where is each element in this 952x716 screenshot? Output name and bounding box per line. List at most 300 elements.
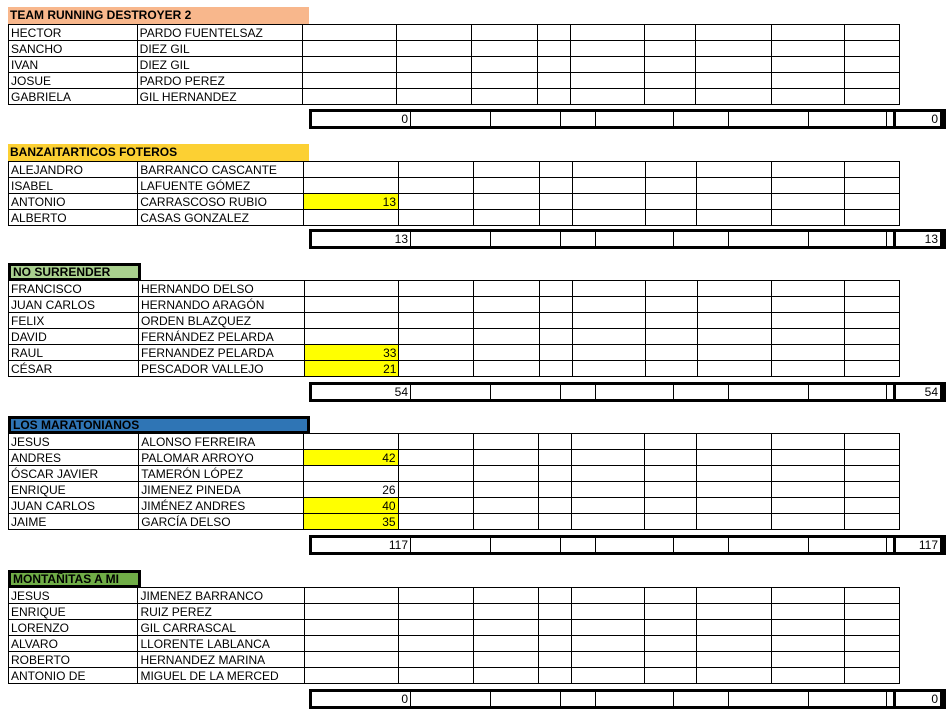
empty-cell[interactable] bbox=[474, 329, 540, 345]
empty-cell[interactable] bbox=[474, 297, 540, 313]
empty-cell[interactable] bbox=[845, 313, 899, 329]
last-name-cell[interactable]: PALOMAR ARROYO bbox=[139, 450, 304, 466]
empty-cell[interactable] bbox=[772, 588, 845, 604]
empty-cell[interactable] bbox=[645, 434, 697, 450]
last-name-cell[interactable]: FERNÁNDEZ PELARDA bbox=[139, 329, 305, 345]
empty-cell[interactable] bbox=[473, 604, 539, 620]
last-name-cell[interactable]: GIL HERNANDEZ bbox=[137, 89, 302, 105]
empty-cell[interactable] bbox=[473, 178, 539, 194]
empty-total-cell[interactable] bbox=[411, 537, 491, 554]
empty-total-cell[interactable] bbox=[729, 691, 809, 708]
empty-cell[interactable] bbox=[473, 434, 539, 450]
empty-cell[interactable] bbox=[572, 178, 645, 194]
empty-cell[interactable] bbox=[571, 89, 644, 105]
empty-cell[interactable] bbox=[397, 57, 472, 73]
score-cell[interactable] bbox=[304, 588, 398, 604]
score-cell[interactable] bbox=[303, 25, 397, 41]
empty-cell[interactable] bbox=[472, 25, 538, 41]
empty-cell[interactable] bbox=[845, 604, 899, 620]
first-name-cell[interactable]: ALBERTO bbox=[9, 210, 138, 226]
first-name-cell[interactable]: RAUL bbox=[9, 345, 139, 361]
empty-cell[interactable] bbox=[772, 210, 845, 226]
empty-total-cell[interactable] bbox=[491, 111, 561, 128]
empty-cell[interactable] bbox=[645, 482, 697, 498]
first-name-cell[interactable]: ROBERTO bbox=[9, 652, 138, 668]
first-name-cell[interactable]: JESUS bbox=[9, 434, 139, 450]
empty-cell[interactable] bbox=[474, 313, 540, 329]
empty-cell[interactable] bbox=[473, 652, 539, 668]
empty-cell[interactable] bbox=[697, 514, 772, 530]
empty-total-cell[interactable] bbox=[596, 231, 674, 248]
score-cell[interactable] bbox=[303, 57, 397, 73]
empty-cell[interactable] bbox=[645, 604, 697, 620]
empty-cell[interactable] bbox=[645, 652, 697, 668]
empty-cell[interactable] bbox=[772, 434, 845, 450]
empty-cell[interactable] bbox=[845, 178, 899, 194]
empty-cell[interactable] bbox=[697, 668, 772, 684]
empty-cell[interactable] bbox=[398, 482, 473, 498]
empty-total-cell[interactable] bbox=[561, 111, 596, 128]
first-name-cell[interactable]: GABRIELA bbox=[9, 89, 138, 105]
empty-cell[interactable] bbox=[572, 668, 645, 684]
empty-cell[interactable] bbox=[772, 281, 845, 297]
empty-cell[interactable] bbox=[697, 604, 772, 620]
empty-cell[interactable] bbox=[772, 514, 845, 530]
empty-cell[interactable] bbox=[899, 450, 952, 466]
empty-cell[interactable] bbox=[845, 636, 899, 652]
last-name-cell[interactable]: PARDO FUENTELSAZ bbox=[137, 25, 302, 41]
empty-cell[interactable] bbox=[697, 194, 772, 210]
first-name-cell[interactable]: ANDRES bbox=[9, 450, 139, 466]
empty-cell[interactable] bbox=[399, 178, 474, 194]
first-name-cell[interactable]: JUAN CARLOS bbox=[9, 297, 139, 313]
empty-cell[interactable] bbox=[899, 41, 952, 57]
empty-total-cell[interactable] bbox=[561, 537, 596, 554]
empty-total-cell[interactable] bbox=[596, 111, 674, 128]
empty-cell[interactable] bbox=[845, 281, 899, 297]
empty-cell[interactable] bbox=[899, 514, 952, 530]
empty-cell[interactable] bbox=[772, 450, 845, 466]
empty-cell[interactable] bbox=[771, 41, 844, 57]
empty-cell[interactable] bbox=[697, 434, 772, 450]
first-name-cell[interactable]: ENRIQUE bbox=[9, 482, 139, 498]
empty-cell[interactable] bbox=[572, 514, 645, 530]
empty-cell[interactable] bbox=[645, 210, 697, 226]
empty-cell[interactable] bbox=[572, 194, 645, 210]
empty-cell[interactable] bbox=[899, 466, 952, 482]
score-cell[interactable] bbox=[304, 668, 398, 684]
empty-cell[interactable] bbox=[539, 450, 572, 466]
empty-cell[interactable] bbox=[899, 498, 952, 514]
empty-cell[interactable] bbox=[572, 313, 645, 329]
grand-total[interactable]: 13 bbox=[895, 231, 942, 248]
empty-cell[interactable] bbox=[845, 25, 900, 41]
empty-cell[interactable] bbox=[538, 41, 571, 57]
score-cell[interactable] bbox=[304, 434, 399, 450]
empty-cell[interactable] bbox=[399, 313, 474, 329]
empty-cell[interactable] bbox=[473, 620, 539, 636]
empty-cell[interactable] bbox=[772, 178, 845, 194]
empty-cell[interactable] bbox=[539, 178, 572, 194]
last-name-cell[interactable]: DIEZ GIL bbox=[137, 41, 302, 57]
empty-cell[interactable] bbox=[772, 636, 845, 652]
empty-cell[interactable] bbox=[572, 636, 645, 652]
empty-cell[interactable] bbox=[473, 450, 539, 466]
empty-total-cell[interactable] bbox=[491, 384, 561, 401]
empty-total-cell[interactable] bbox=[491, 691, 561, 708]
empty-cell[interactable] bbox=[845, 652, 899, 668]
empty-total-cell[interactable] bbox=[809, 111, 887, 128]
empty-cell[interactable] bbox=[538, 73, 571, 89]
empty-cell[interactable] bbox=[539, 313, 572, 329]
empty-cell[interactable] bbox=[845, 434, 899, 450]
empty-cell[interactable] bbox=[539, 482, 572, 498]
empty-cell[interactable] bbox=[572, 297, 645, 313]
empty-cell[interactable] bbox=[472, 89, 538, 105]
last-name-cell[interactable]: TAMERÓN LÓPEZ bbox=[139, 466, 304, 482]
empty-total-cell[interactable] bbox=[729, 384, 809, 401]
empty-cell[interactable] bbox=[399, 329, 474, 345]
empty-cell[interactable] bbox=[473, 636, 539, 652]
empty-cell[interactable] bbox=[645, 162, 697, 178]
empty-total-cell[interactable] bbox=[561, 384, 596, 401]
empty-cell[interactable] bbox=[572, 162, 645, 178]
last-name-cell[interactable]: JIMÉNEZ ANDRES bbox=[139, 498, 304, 514]
empty-total-cell[interactable] bbox=[411, 691, 491, 708]
last-name-cell[interactable]: HERNANDEZ MARINA bbox=[138, 652, 304, 668]
first-name-cell[interactable]: FELIX bbox=[9, 313, 139, 329]
empty-cell[interactable] bbox=[398, 620, 473, 636]
empty-total-cell[interactable] bbox=[411, 111, 491, 128]
empty-cell[interactable] bbox=[644, 57, 696, 73]
empty-cell[interactable] bbox=[539, 361, 572, 377]
empty-cell[interactable] bbox=[645, 194, 697, 210]
empty-cell[interactable] bbox=[899, 636, 952, 652]
grand-total[interactable]: 117 bbox=[895, 537, 942, 554]
empty-cell[interactable] bbox=[845, 210, 899, 226]
empty-cell[interactable] bbox=[572, 434, 645, 450]
empty-cell[interactable] bbox=[473, 498, 539, 514]
empty-cell[interactable] bbox=[845, 361, 899, 377]
first-name-cell[interactable]: SANCHO bbox=[9, 41, 138, 57]
empty-cell[interactable] bbox=[399, 210, 474, 226]
empty-cell[interactable] bbox=[771, 57, 844, 73]
empty-cell[interactable] bbox=[645, 361, 697, 377]
empty-cell[interactable] bbox=[644, 41, 696, 57]
empty-cell[interactable] bbox=[473, 514, 539, 530]
first-name-cell[interactable]: ALVARO bbox=[9, 636, 138, 652]
empty-cell[interactable] bbox=[539, 514, 572, 530]
team-total[interactable]: 0 bbox=[311, 691, 411, 708]
empty-cell[interactable] bbox=[645, 281, 697, 297]
empty-cell[interactable] bbox=[572, 329, 645, 345]
first-name-cell[interactable]: ALEJANDRO bbox=[9, 162, 138, 178]
empty-total-cell[interactable] bbox=[561, 691, 596, 708]
empty-cell[interactable] bbox=[398, 604, 473, 620]
empty-cell[interactable] bbox=[845, 73, 900, 89]
empty-cell[interactable] bbox=[772, 345, 845, 361]
team-total[interactable]: 117 bbox=[311, 537, 411, 554]
score-cell[interactable] bbox=[304, 178, 399, 194]
team-total[interactable]: 13 bbox=[311, 231, 411, 248]
first-name-cell[interactable]: ANTONIO DE bbox=[9, 668, 138, 684]
empty-total-cell[interactable] bbox=[491, 231, 561, 248]
empty-total-cell[interactable] bbox=[729, 111, 809, 128]
empty-cell[interactable] bbox=[845, 498, 899, 514]
score-cell[interactable] bbox=[304, 281, 398, 297]
last-name-cell[interactable]: RUIZ PEREZ bbox=[138, 604, 304, 620]
empty-cell[interactable] bbox=[572, 482, 645, 498]
empty-cell[interactable] bbox=[398, 466, 473, 482]
first-name-cell[interactable]: JAIME bbox=[9, 514, 139, 530]
empty-total-cell[interactable] bbox=[596, 384, 674, 401]
empty-total-cell[interactable] bbox=[809, 537, 887, 554]
empty-cell[interactable] bbox=[696, 73, 771, 89]
grand-total[interactable]: 54 bbox=[895, 384, 942, 401]
empty-cell[interactable] bbox=[645, 636, 697, 652]
last-name-cell[interactable]: CASAS GONZALEZ bbox=[138, 210, 304, 226]
empty-cell[interactable] bbox=[539, 434, 572, 450]
empty-cell[interactable] bbox=[539, 297, 572, 313]
empty-cell[interactable] bbox=[845, 194, 899, 210]
empty-cell[interactable] bbox=[899, 57, 952, 73]
empty-cell[interactable] bbox=[474, 361, 540, 377]
last-name-cell[interactable]: HERNANDO DELSO bbox=[139, 281, 305, 297]
empty-total-cell[interactable] bbox=[674, 537, 729, 554]
empty-cell[interactable] bbox=[772, 604, 845, 620]
empty-cell[interactable] bbox=[697, 313, 772, 329]
empty-cell[interactable] bbox=[899, 482, 952, 498]
empty-cell[interactable] bbox=[572, 620, 645, 636]
empty-cell[interactable] bbox=[899, 361, 952, 377]
last-name-cell[interactable]: PARDO PEREZ bbox=[137, 73, 302, 89]
empty-cell[interactable] bbox=[473, 194, 539, 210]
empty-cell[interactable] bbox=[398, 434, 473, 450]
empty-total-cell[interactable] bbox=[729, 537, 809, 554]
grand-total[interactable]: 0 bbox=[895, 691, 942, 708]
empty-cell[interactable] bbox=[572, 466, 645, 482]
empty-cell[interactable] bbox=[472, 73, 538, 89]
first-name-cell[interactable]: JOSUE bbox=[9, 73, 138, 89]
empty-cell[interactable] bbox=[845, 668, 899, 684]
first-name-cell[interactable]: ÓSCAR JAVIER bbox=[9, 466, 139, 482]
score-cell[interactable]: 13 bbox=[304, 194, 399, 210]
score-cell[interactable] bbox=[304, 313, 398, 329]
empty-cell[interactable] bbox=[398, 450, 473, 466]
empty-cell[interactable] bbox=[399, 345, 474, 361]
empty-cell[interactable] bbox=[845, 297, 899, 313]
empty-cell[interactable] bbox=[474, 345, 540, 361]
empty-cell[interactable] bbox=[697, 450, 772, 466]
empty-cell[interactable] bbox=[697, 498, 772, 514]
empty-cell[interactable] bbox=[899, 434, 952, 450]
score-cell[interactable] bbox=[304, 329, 398, 345]
empty-cell[interactable] bbox=[899, 345, 952, 361]
empty-cell[interactable] bbox=[899, 588, 952, 604]
score-cell[interactable]: 35 bbox=[304, 514, 399, 530]
last-name-cell[interactable]: CARRASCOSO RUBIO bbox=[138, 194, 304, 210]
empty-cell[interactable] bbox=[845, 329, 899, 345]
empty-cell[interactable] bbox=[772, 652, 845, 668]
last-name-cell[interactable]: JIMENEZ BARRANCO bbox=[138, 588, 304, 604]
empty-cell[interactable] bbox=[539, 345, 572, 361]
empty-total-cell[interactable] bbox=[674, 111, 729, 128]
empty-cell[interactable] bbox=[539, 210, 572, 226]
empty-cell[interactable] bbox=[771, 89, 844, 105]
empty-cell[interactable] bbox=[538, 57, 571, 73]
empty-cell[interactable] bbox=[697, 466, 772, 482]
empty-cell[interactable] bbox=[845, 588, 899, 604]
empty-cell[interactable] bbox=[399, 361, 474, 377]
empty-cell[interactable] bbox=[772, 297, 845, 313]
empty-cell[interactable] bbox=[645, 498, 697, 514]
empty-cell[interactable] bbox=[397, 89, 472, 105]
empty-cell[interactable] bbox=[845, 162, 899, 178]
empty-cell[interactable] bbox=[572, 498, 645, 514]
first-name-cell[interactable]: IVAN bbox=[9, 57, 138, 73]
empty-cell[interactable] bbox=[697, 345, 772, 361]
empty-cell[interactable] bbox=[697, 297, 772, 313]
empty-cell[interactable] bbox=[697, 329, 772, 345]
empty-cell[interactable] bbox=[473, 210, 539, 226]
empty-cell[interactable] bbox=[645, 620, 697, 636]
last-name-cell[interactable]: ORDEN BLAZQUEZ bbox=[139, 313, 305, 329]
empty-cell[interactable] bbox=[539, 194, 572, 210]
empty-cell[interactable] bbox=[645, 588, 697, 604]
empty-cell[interactable] bbox=[539, 498, 572, 514]
first-name-cell[interactable]: LORENZO bbox=[9, 620, 138, 636]
empty-cell[interactable] bbox=[772, 162, 845, 178]
empty-cell[interactable] bbox=[845, 345, 899, 361]
empty-cell[interactable] bbox=[474, 281, 540, 297]
empty-cell[interactable] bbox=[697, 482, 772, 498]
score-cell[interactable] bbox=[304, 604, 398, 620]
empty-cell[interactable] bbox=[539, 162, 572, 178]
empty-cell[interactable] bbox=[645, 329, 697, 345]
empty-cell[interactable] bbox=[399, 297, 474, 313]
last-name-cell[interactable]: LAFUENTE GÓMEZ bbox=[138, 178, 304, 194]
empty-cell[interactable] bbox=[845, 57, 900, 73]
last-name-cell[interactable]: JIMENEZ PINEDA bbox=[139, 482, 304, 498]
empty-cell[interactable] bbox=[473, 668, 539, 684]
empty-cell[interactable] bbox=[696, 25, 771, 41]
empty-cell[interactable] bbox=[899, 25, 952, 41]
last-name-cell[interactable]: ALONSO FERREIRA bbox=[139, 434, 304, 450]
empty-cell[interactable] bbox=[697, 652, 772, 668]
empty-cell[interactable] bbox=[899, 297, 952, 313]
last-name-cell[interactable]: DIEZ GIL bbox=[137, 57, 302, 73]
empty-cell[interactable] bbox=[397, 41, 472, 57]
empty-total-cell[interactable] bbox=[596, 537, 674, 554]
empty-total-cell[interactable] bbox=[674, 231, 729, 248]
empty-cell[interactable] bbox=[644, 89, 696, 105]
first-name-cell[interactable]: ANTONIO bbox=[9, 194, 138, 210]
empty-cell[interactable] bbox=[697, 588, 772, 604]
empty-cell[interactable] bbox=[696, 89, 771, 105]
score-cell[interactable] bbox=[304, 636, 398, 652]
first-name-cell[interactable]: ISABEL bbox=[9, 178, 138, 194]
empty-cell[interactable] bbox=[899, 620, 952, 636]
empty-cell[interactable] bbox=[771, 25, 844, 41]
empty-cell[interactable] bbox=[398, 668, 473, 684]
empty-cell[interactable] bbox=[572, 345, 645, 361]
first-name-cell[interactable]: FRANCISCO bbox=[9, 281, 139, 297]
empty-cell[interactable] bbox=[899, 329, 952, 345]
empty-cell[interactable] bbox=[845, 89, 900, 105]
empty-cell[interactable] bbox=[473, 588, 539, 604]
empty-cell[interactable] bbox=[572, 588, 645, 604]
last-name-cell[interactable]: GARCÍA DELSO bbox=[139, 514, 304, 530]
empty-cell[interactable] bbox=[899, 73, 952, 89]
score-cell[interactable]: 26 bbox=[304, 482, 399, 498]
empty-total-cell[interactable] bbox=[809, 691, 887, 708]
empty-cell[interactable] bbox=[572, 604, 645, 620]
first-name-cell[interactable]: JESUS bbox=[9, 588, 138, 604]
empty-cell[interactable] bbox=[772, 361, 845, 377]
empty-cell[interactable] bbox=[571, 57, 644, 73]
empty-cell[interactable] bbox=[899, 89, 952, 105]
team-total[interactable]: 54 bbox=[311, 384, 411, 401]
first-name-cell[interactable]: CÉSAR bbox=[9, 361, 139, 377]
empty-cell[interactable] bbox=[572, 210, 645, 226]
first-name-cell[interactable]: DAVID bbox=[9, 329, 139, 345]
empty-cell[interactable] bbox=[845, 466, 899, 482]
score-cell[interactable] bbox=[304, 652, 398, 668]
score-cell[interactable]: 33 bbox=[304, 345, 398, 361]
empty-cell[interactable] bbox=[899, 668, 952, 684]
last-name-cell[interactable]: GIL CARRASCAL bbox=[138, 620, 304, 636]
empty-cell[interactable] bbox=[398, 498, 473, 514]
empty-cell[interactable] bbox=[696, 57, 771, 73]
empty-cell[interactable] bbox=[772, 313, 845, 329]
empty-total-cell[interactable] bbox=[411, 384, 491, 401]
empty-cell[interactable] bbox=[772, 668, 845, 684]
empty-cell[interactable] bbox=[771, 73, 844, 89]
first-name-cell[interactable]: ENRIQUE bbox=[9, 604, 138, 620]
empty-cell[interactable] bbox=[645, 178, 697, 194]
empty-cell[interactable] bbox=[645, 450, 697, 466]
empty-cell[interactable] bbox=[398, 636, 473, 652]
empty-cell[interactable] bbox=[772, 498, 845, 514]
empty-cell[interactable] bbox=[696, 41, 771, 57]
first-name-cell[interactable]: JUAN CARLOS bbox=[9, 498, 139, 514]
empty-cell[interactable] bbox=[645, 466, 697, 482]
empty-cell[interactable] bbox=[899, 178, 952, 194]
last-name-cell[interactable]: HERNANDO ARAGÓN bbox=[139, 297, 305, 313]
empty-total-cell[interactable] bbox=[596, 691, 674, 708]
empty-cell[interactable] bbox=[645, 297, 697, 313]
empty-cell[interactable] bbox=[571, 41, 644, 57]
empty-total-cell[interactable] bbox=[561, 231, 596, 248]
empty-cell[interactable] bbox=[899, 194, 952, 210]
score-cell[interactable] bbox=[304, 210, 399, 226]
empty-cell[interactable] bbox=[845, 620, 899, 636]
empty-cell[interactable] bbox=[399, 281, 474, 297]
empty-cell[interactable] bbox=[473, 466, 539, 482]
empty-cell[interactable] bbox=[697, 210, 772, 226]
empty-cell[interactable] bbox=[697, 162, 772, 178]
team-total[interactable]: 0 bbox=[311, 111, 411, 128]
score-cell[interactable] bbox=[303, 73, 397, 89]
empty-cell[interactable] bbox=[645, 668, 697, 684]
empty-cell[interactable] bbox=[539, 281, 572, 297]
last-name-cell[interactable]: MIGUEL DE LA MERCED bbox=[138, 668, 304, 684]
empty-cell[interactable] bbox=[899, 604, 952, 620]
empty-cell[interactable] bbox=[845, 41, 900, 57]
empty-cell[interactable] bbox=[697, 361, 772, 377]
empty-total-cell[interactable] bbox=[491, 537, 561, 554]
empty-cell[interactable] bbox=[899, 162, 952, 178]
